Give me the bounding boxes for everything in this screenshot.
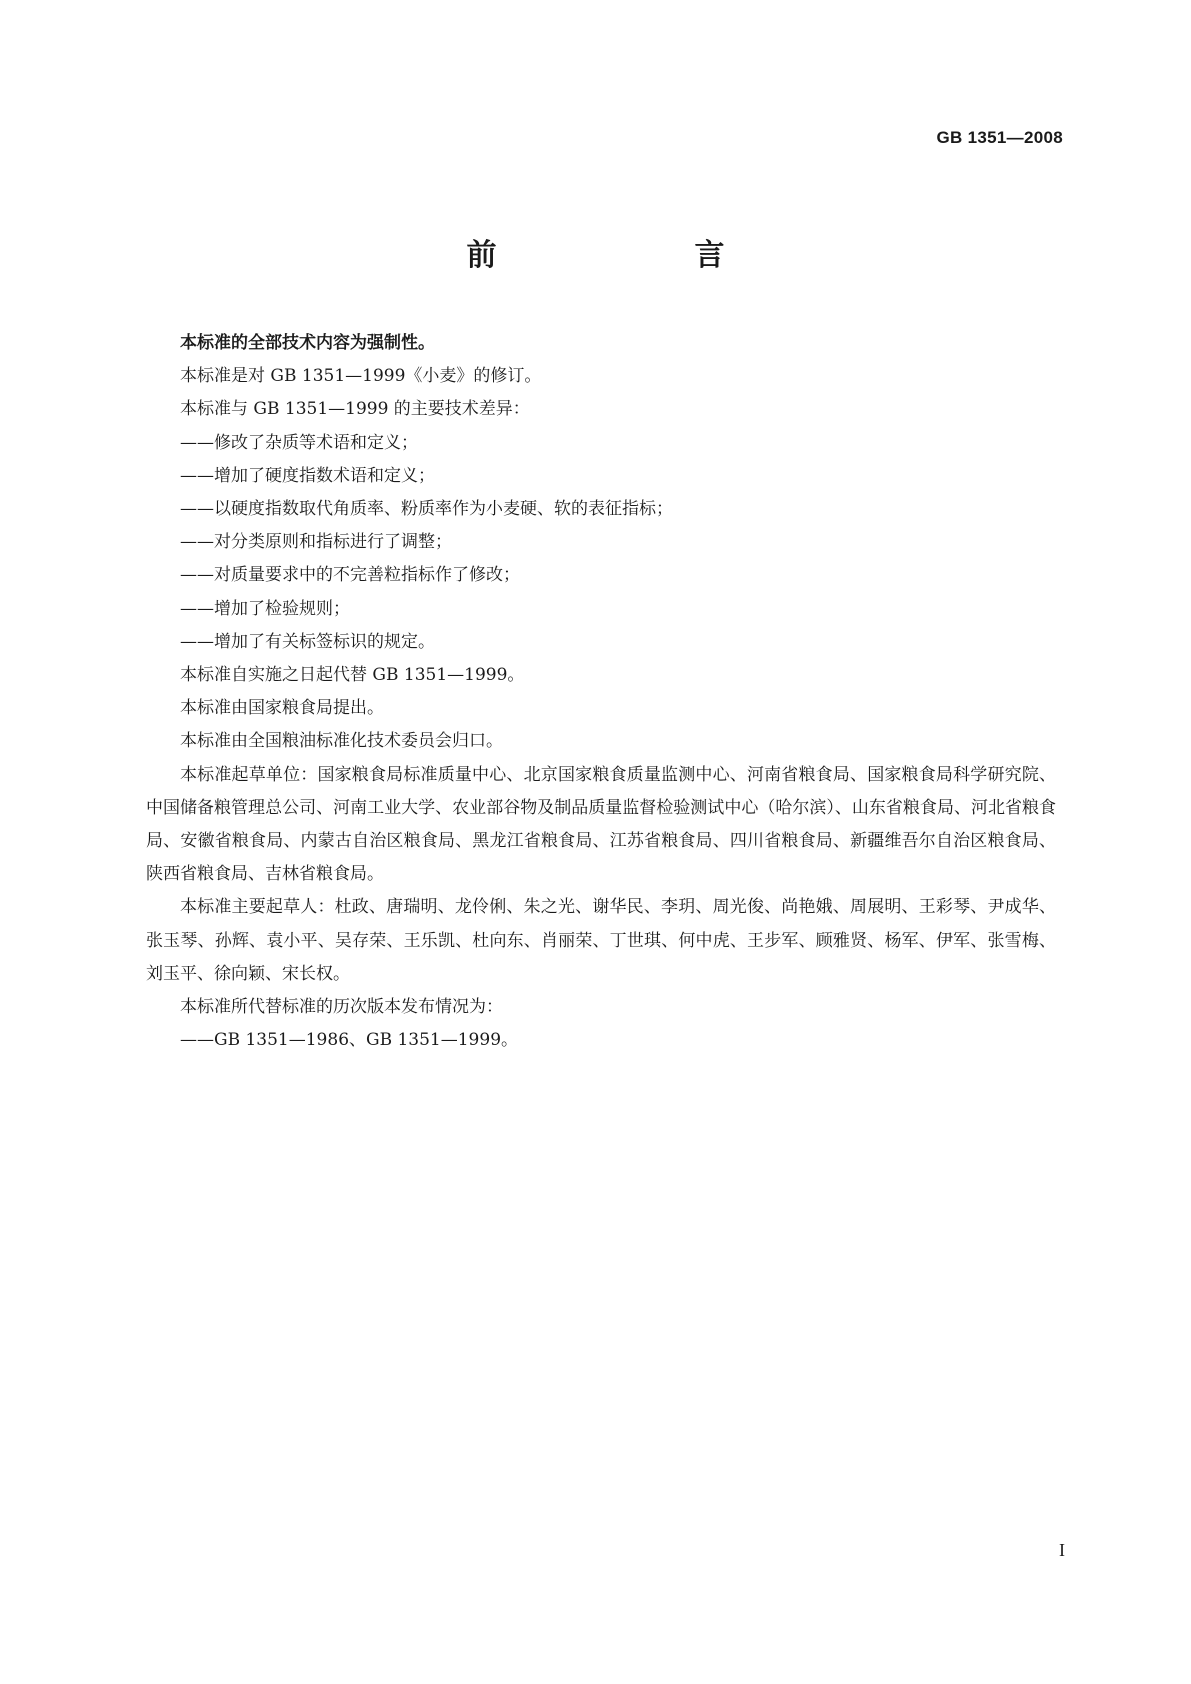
paragraph-differences-intro: 本标准与 GB 1351—1999 的主要技术差异：: [180, 399, 530, 420]
paragraph-revision-note: 本标准是对 GB 1351—1999《小麦》的修订。: [180, 366, 542, 387]
paragraph-proposer: 本标准由国家粮食局提出。: [180, 698, 384, 719]
foreword-body: [146, 327, 1056, 1057]
paragraph-replacement: 本标准自实施之日起代替 GB 1351—1999。: [180, 665, 525, 686]
difference-item: ——对质量要求中的不完善粒指标作了修改；: [180, 565, 520, 586]
page-number: I: [1059, 1540, 1065, 1560]
paragraph-drafting-units: 本标准起草单位：国家粮食局标准质量中心、北京国家粮食质量监测中心、河南省粮食局、国家粮食局科学研究院、中国储备粮管理总公司、河南工业大学、农业部谷物及制品质量监督检验测试中心（哈尔滨）、山东省粮食局、河北省粮食局、安徽省粮食局、内蒙古自治区粮食局、黑龙江省粮食局、江苏省粮食局、四川省粮食局、新疆维吾尔自治区粮食局、陕西省粮食局、吉林省粮食局。: [146, 764, 1056, 885]
paragraph-mandatory-statement: 本标准的全部技术内容为强制性。: [180, 333, 435, 353]
difference-item: ——对分类原则和指标进行了调整；: [180, 532, 452, 553]
difference-item: ——以硬度指数取代角质率、粉质率作为小麦硬、软的表征指标；: [180, 499, 673, 520]
page-title: 前 言: [466, 238, 771, 273]
difference-item: ——增加了有关标签标识的规定。: [180, 631, 435, 652]
paragraph-committee: 本标准由全国粮油标准化技术委员会归口。: [180, 731, 503, 752]
history-item: ——GB 1351—1986、GB 1351—1999。: [180, 1030, 519, 1051]
difference-item: ——修改了杂质等术语和定义；: [180, 432, 418, 453]
standard-code: GB 1351—2008: [936, 128, 1063, 147]
paragraph-drafters: 本标准主要起草人：杜政、唐瑞明、龙伶俐、朱之光、谢华民、李玥、周光俊、尚艳娥、周展明、王彩琴、尹成华、张玉琴、孙辉、袁小平、吴存荣、王乐凯、杜向东、肖丽荣、丁世琪、何中虎、王步军、顾雅贤、杨军、伊军、张雪梅、刘玉平、徐向颖、宋长权。: [146, 897, 1056, 984]
paragraph-history-intro: 本标准所代替标准的历次版本发布情况为：: [180, 997, 503, 1018]
difference-item: ——增加了检验规则；: [180, 598, 350, 619]
difference-item: ——增加了硬度指数术语和定义；: [180, 465, 435, 486]
